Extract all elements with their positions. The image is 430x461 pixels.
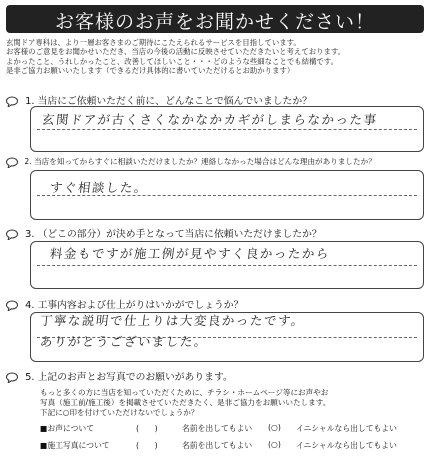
permission-checkbox-name[interactable]: ( ) bbox=[136, 441, 158, 450]
question-1 bbox=[6, 93, 312, 107]
permission-label: ■お声について bbox=[40, 424, 94, 433]
ruled-line bbox=[37, 265, 417, 266]
option-name-ok: 名前を出してもよい bbox=[182, 441, 253, 450]
page-title: お客様のお声をお聞かせください！ bbox=[54, 11, 375, 33]
permission-checkbox-name[interactable]: ( ) bbox=[136, 424, 158, 433]
question-4 bbox=[6, 297, 243, 311]
question-text: 工事内容および仕上がりはいかがでしょうか？ bbox=[37, 300, 244, 311]
handwritten-answer: 料金もですが施工例が見やすく良かったから bbox=[49, 246, 331, 261]
intro-line: よかったこと、うれしかったこと、改善してほしいこと・・・どのような些細なことでも結構です。 bbox=[6, 56, 338, 66]
intro-line: お客様のご意見をお聞かせいただき、当店の今後の活動に反映させていただきたいと考えております。 bbox=[6, 47, 346, 57]
question-2 bbox=[6, 156, 376, 168]
title-banner bbox=[6, 5, 424, 33]
request-line: 下記に○印を付けていただけないでしょうか？ bbox=[40, 407, 199, 417]
option-initial-ok: イニシャルなら出してもよい bbox=[296, 424, 397, 433]
option-name-ok: 名前を出してもよい bbox=[182, 424, 253, 433]
ruled-line bbox=[37, 129, 417, 130]
speech-bubble-icon bbox=[6, 372, 19, 383]
permission-row-photo bbox=[40, 440, 420, 452]
handwritten-answer: 丁寧な説明で仕上りは大変良かったです。 bbox=[39, 313, 306, 328]
speech-bubble-icon bbox=[6, 229, 19, 240]
intro-line: 是非ご協力お願いいたします（できるだけ具体的に書いていただけるとお助かります） bbox=[6, 66, 295, 76]
question-text: 上記のお声とお写真でのお願いがあります。 bbox=[37, 372, 233, 383]
handwritten-answer: すぐ相談した。 bbox=[49, 180, 149, 195]
permission-checkbox-initial[interactable]: (○) bbox=[268, 423, 281, 432]
photo-request-text bbox=[40, 388, 420, 417]
request-line: 写真（施工前/施工後）を掲載させていただきたく、是非ご協力をお願いいたします。 bbox=[40, 397, 331, 407]
question-number: 4. bbox=[25, 300, 35, 311]
permission-row-voice bbox=[40, 423, 420, 435]
permission-checkbox-initial[interactable]: (○) bbox=[268, 440, 281, 449]
request-line: もっと多くの方に当店を知っていただくために、チラシ・ホームページ等にお声やお bbox=[40, 388, 329, 397]
speech-bubble-icon bbox=[6, 157, 19, 168]
question-text: 当店にご依頼いただく前に、どんなことで悩んでいましたか？ bbox=[37, 96, 312, 107]
question-number: 5. bbox=[25, 372, 35, 383]
speech-bubble-icon bbox=[6, 96, 19, 107]
handwritten-answer: ありがとうございました。 bbox=[39, 334, 209, 349]
speech-bubble-icon bbox=[6, 300, 19, 311]
handwritten-answer: 玄関ドアが古くさくなかなかカギがしまらなかった事 bbox=[41, 112, 379, 127]
question-text: （どこの部分）が決め手となって当店に依頼いただけましたか？ bbox=[37, 229, 322, 240]
question-number: 3. bbox=[25, 229, 35, 240]
intro-line: 玄関ドア専科は、より一層お客さまのご期待にこたえられるサービスを目指しています。 bbox=[6, 38, 301, 47]
intro-text bbox=[6, 38, 426, 76]
option-initial-ok: イニシャルなら出してもよい bbox=[296, 441, 397, 450]
question-number: 2. bbox=[24, 157, 32, 166]
question-text: 当店を知ってからすぐに相談いただけましたか？連絡しなかった場合はどんな理由がありましたか？ bbox=[34, 157, 376, 166]
question-5 bbox=[6, 369, 233, 383]
permission-label: ■施工写真について bbox=[40, 441, 110, 450]
question-3 bbox=[6, 226, 322, 240]
question-number: 1. bbox=[25, 96, 35, 107]
